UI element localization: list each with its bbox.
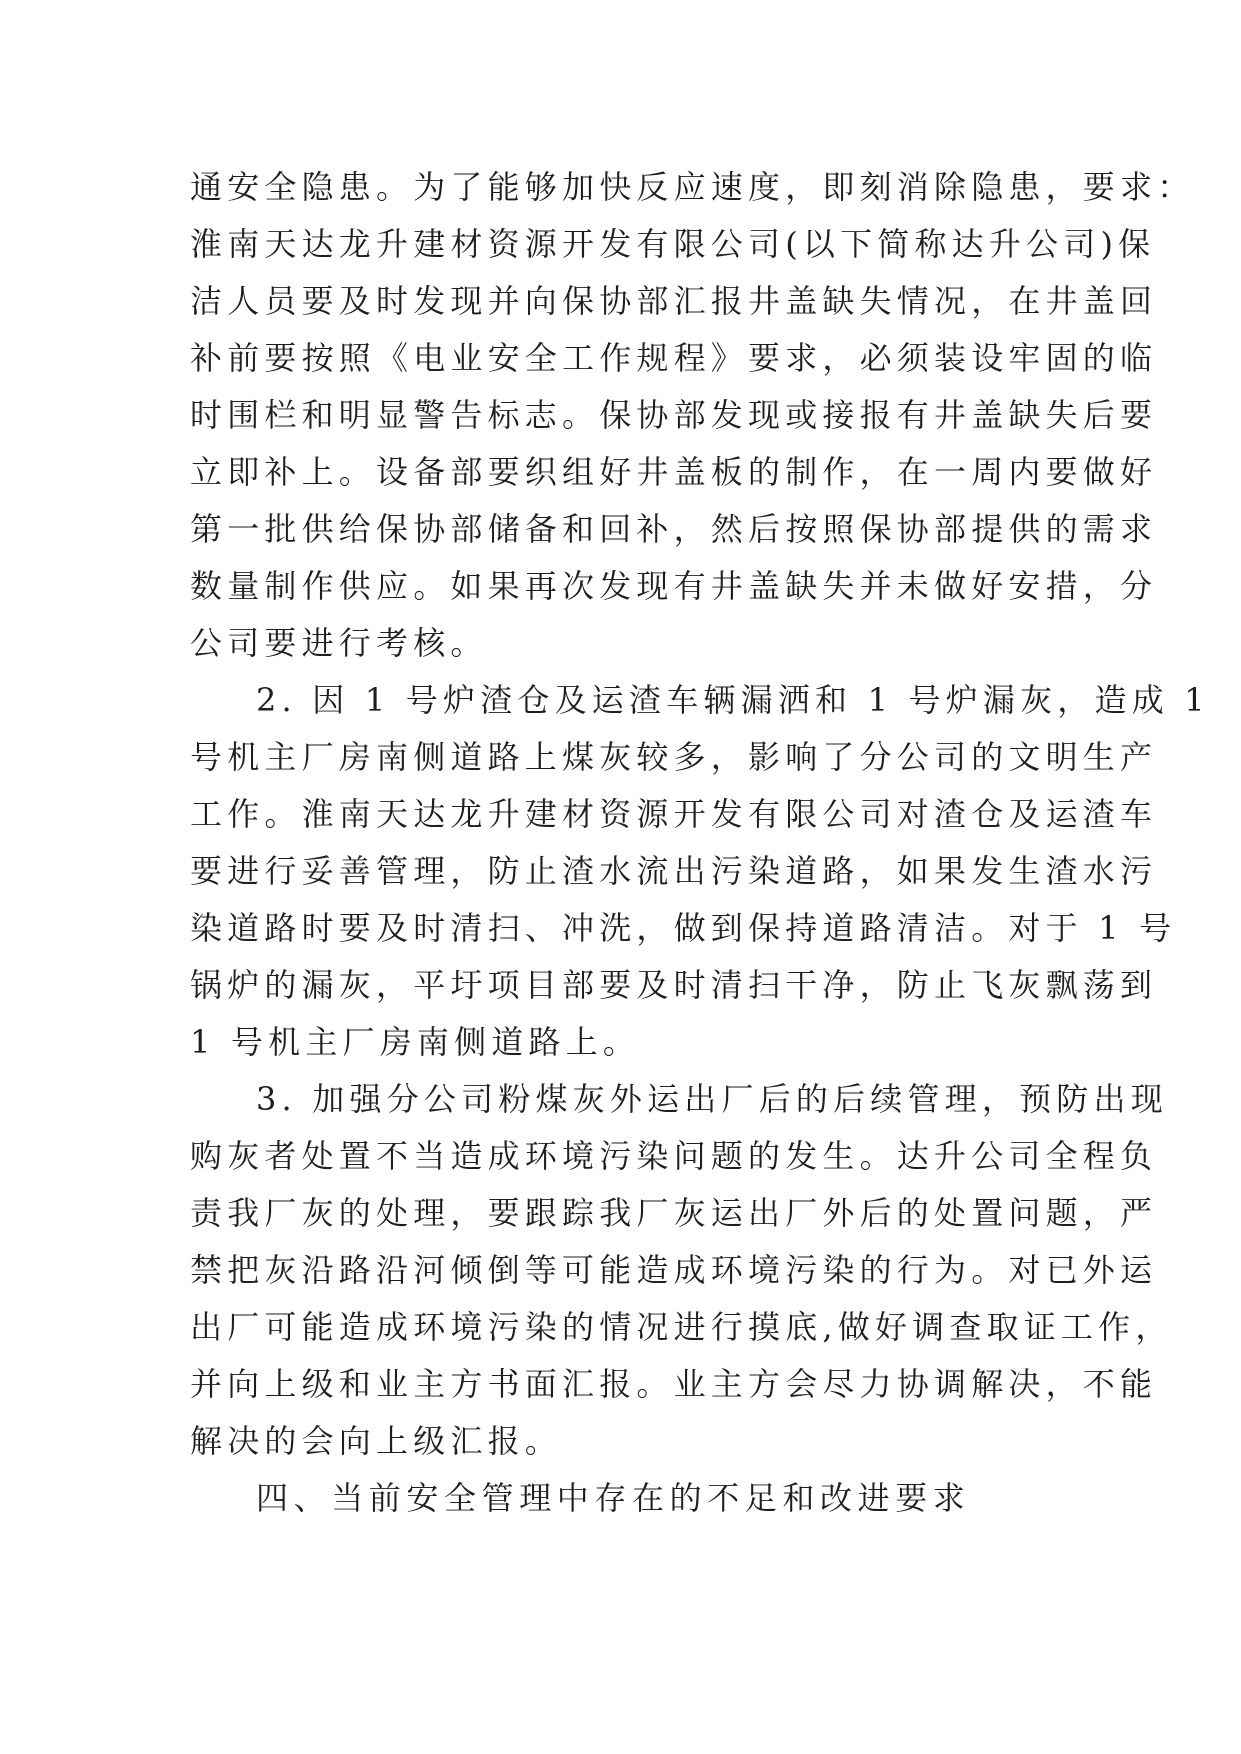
paragraph-line: 责我厂灰的处理，要跟踪我厂灰运出厂外后的处置问题，严 — [190, 1194, 1158, 1232]
paragraph-line: 出厂可能造成环境污染的情况进行摸底,做好调查取证工作， — [190, 1308, 1173, 1346]
paragraph-line: 时围栏和明显警告标志。保协部发现或接报有井盖缺失后要 — [190, 396, 1158, 434]
paragraph-line: 通安全隐患。为了能够加快反应速度，即刻消除隐患，要求： — [190, 168, 1195, 206]
section-heading: 四、当前安全管理中存在的不足和改进要求 — [256, 1479, 971, 1517]
paragraph-line: 3. 加强分公司粉煤灰外运出厂后的后续管理，预防出现 — [256, 1080, 1168, 1118]
paragraph-line: 数量制作供应。如果再次发现有井盖缺失并未做好安措，分 — [190, 567, 1158, 605]
paragraph-line: 解决的会向上级汇报。 — [190, 1422, 563, 1460]
paragraph-line: 禁把灰沿路沿河倾倒等可能造成环境污染的行为。对已外运 — [190, 1251, 1158, 1289]
paragraph-line: 并向上级和业主方书面汇报。业主方会尽力协调解决，不能 — [190, 1365, 1158, 1403]
paragraph-line: 2. 因 1 号炉渣仓及运渣车辆漏洒和 1 号炉漏灰，造成 1 — [256, 681, 1210, 719]
paragraph-line: 第一批供给保协部储备和回补，然后按照保协部提供的需求 — [190, 510, 1158, 548]
paragraph-line: 公司要进行考核。 — [190, 624, 488, 662]
paragraph-line: 号机主厂房南侧道路上煤灰较多，影响了分公司的文明生产 — [190, 738, 1158, 776]
paragraph-line: 染道路时要及时清扫、冲洗，做到保持道路清洁。对于 1 号 — [190, 909, 1177, 947]
paragraph-line: 立即补上。设备部要织组好井盖板的制作，在一周内要做好 — [190, 453, 1158, 491]
paragraph-line: 1 号机主厂房南侧道路上。 — [190, 1023, 641, 1061]
paragraph-line: 补前要按照《电业安全工作规程》要求，必须装设牢固的临 — [190, 339, 1158, 377]
paragraph-line: 工作。淮南天达龙升建材资源开发有限公司对渣仓及运渣车 — [190, 795, 1158, 833]
paragraph-line: 锅炉的漏灰，平圩项目部要及时清扫干净，防止飞灰飘荡到 — [190, 966, 1158, 1004]
paragraph-line: 淮南天达龙升建材资源开发有限公司(以下简称达升公司)保 — [190, 225, 1156, 263]
paragraph-line: 要进行妥善管理，防止渣水流出污染道路，如果发生渣水污 — [190, 852, 1158, 890]
paragraph-line: 洁人员要及时发现并向保协部汇报井盖缺失情况，在井盖回 — [190, 282, 1158, 320]
paragraph-line: 购灰者处置不当造成环境污染问题的发生。达升公司全程负 — [190, 1137, 1158, 1175]
